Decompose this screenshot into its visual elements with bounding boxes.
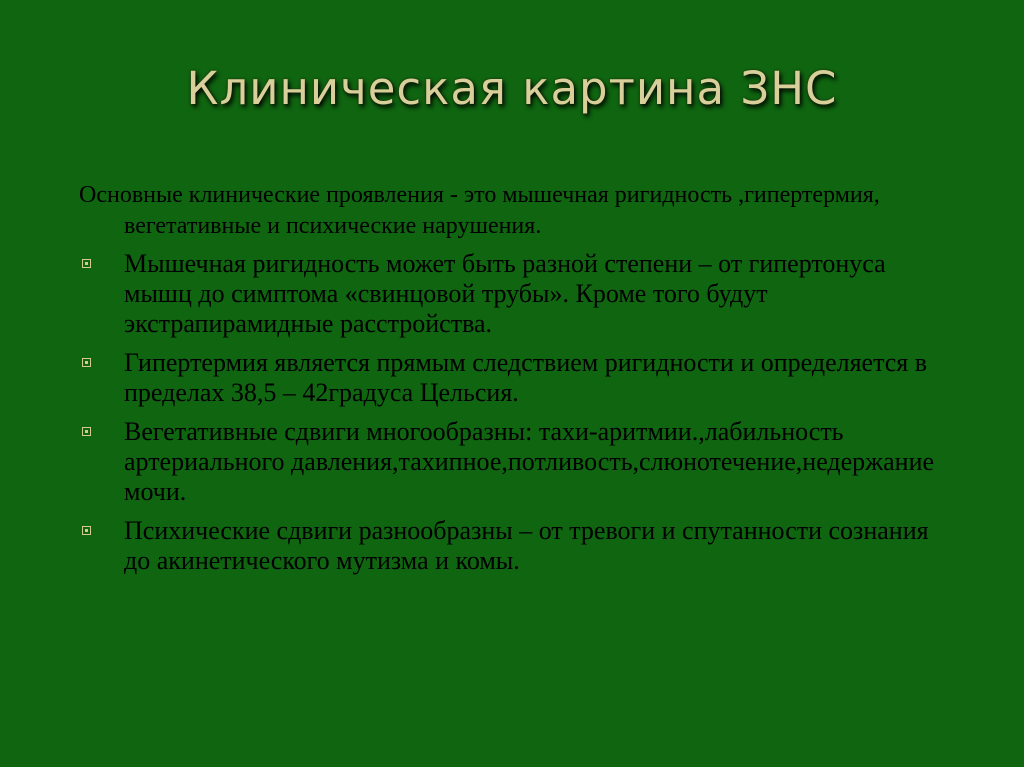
list-item-text: Психические сдвиги разнообразны – от тревоги и спутанности сознания до акинетического мутизма и комы.: [124, 516, 929, 575]
list-item-text: Вегетативные сдвиги многообразны: тахи-аритмии.,лабильность артериального давления,тахипное,потливость,слюнотечение,недержание мочи.: [124, 417, 935, 506]
list-item: [79, 249, 959, 339]
square-bullet-icon: [82, 427, 91, 436]
intro-text: Основные клинические проявления - это мышечная ригидность ,гипертермия, вегетативные и психические нарушения.: [79, 182, 880, 239]
list-item: [79, 417, 959, 507]
square-bullet-icon: [82, 358, 91, 367]
bullet-list: [79, 249, 959, 576]
list-item: [79, 516, 959, 576]
list-item-text: Гипертермия является прямым следствием ригидности и определяется в пределах 38,5 – 42градуса Цельсия.: [124, 348, 928, 407]
slide-title: Клиническая картина ЗНС: [186, 62, 838, 115]
list-item-text: Мышечная ригидность может быть разной степени – от гипертонуса мышц до симптома «свинцовой трубы». Кроме того будут экстрапирамидные расстройства.: [124, 249, 886, 338]
intro-paragraph: [79, 179, 959, 241]
slide-content: [79, 179, 959, 585]
square-bullet-icon: [82, 259, 91, 268]
square-bullet-icon: [82, 526, 91, 535]
list-item: [79, 348, 959, 408]
